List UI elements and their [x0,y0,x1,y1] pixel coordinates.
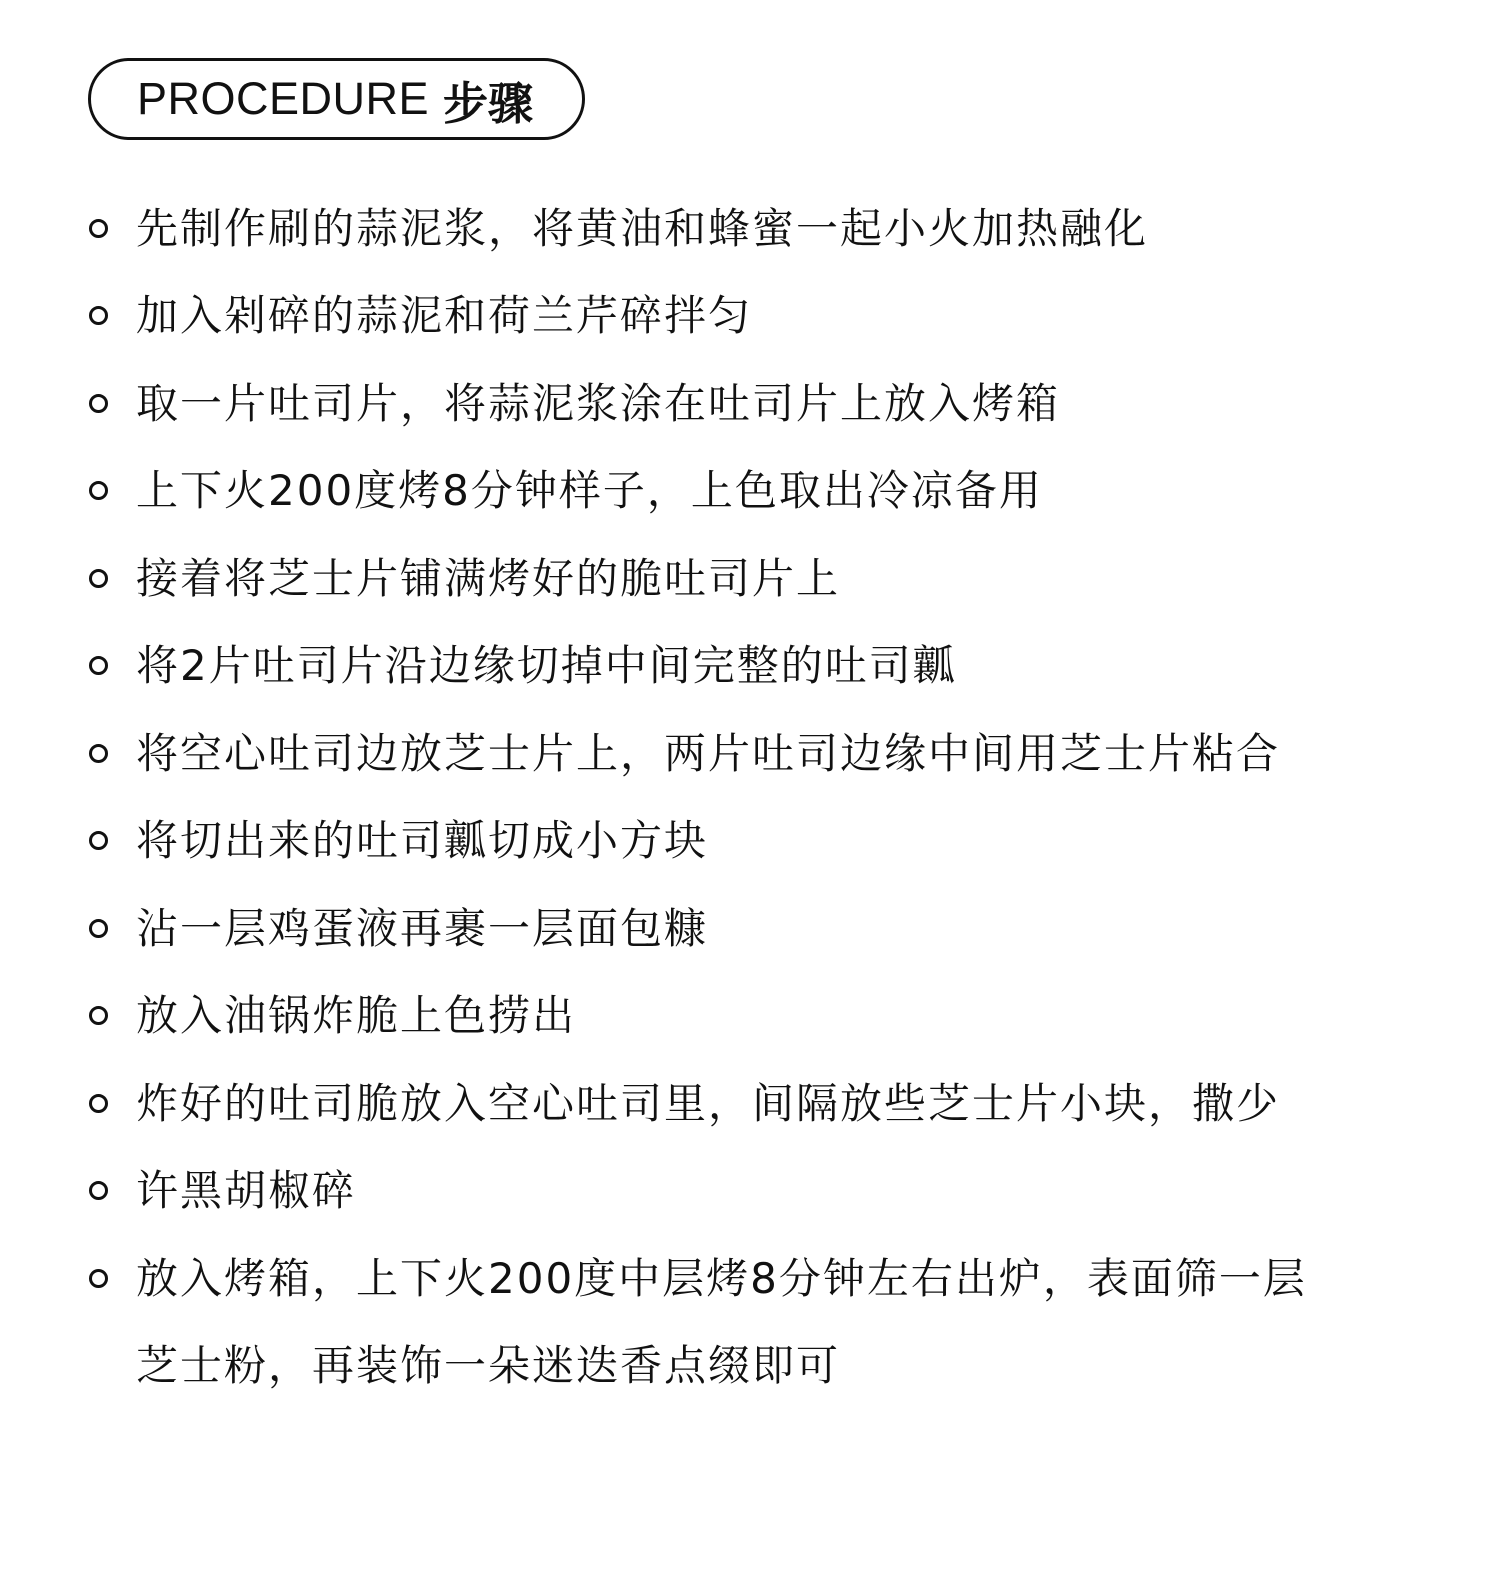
circle-bullet-icon [89,1181,108,1200]
circle-bullet-icon [89,831,108,850]
circle-bullet-icon [89,306,108,325]
circle-bullet-icon [89,569,108,588]
step-text: 上下火200度烤8分钟样子，上色取出冷凉备用 [136,466,1043,516]
step-item [0,360,1500,448]
step-item [0,448,1500,536]
circle-bullet-icon [89,656,108,675]
step-text: 先制作刷的蒜泥浆，将黄油和蜂蜜一起小火加热融化 [136,203,1149,253]
step-text: 放入烤箱，上下火200度中层烤8分钟左右出炉，表面筛一层 [136,1253,1307,1303]
step-item [0,1060,1500,1148]
circle-bullet-icon [89,1269,108,1288]
circle-bullet-icon [89,1094,108,1113]
step-item [0,185,1500,273]
step-item [0,623,1500,711]
step-text: 加入剁碎的蒜泥和荷兰芹碎拌匀 [136,291,753,341]
circle-bullet-icon [89,481,108,500]
circle-bullet-icon [89,394,108,413]
step-item [0,710,1500,798]
step-item-continuation [0,1323,1500,1411]
step-text: 芝士粉，再装饰一朵迷迭香点缀即可 [136,1341,841,1391]
step-item [0,973,1500,1061]
section-header-procedure [88,58,585,140]
step-text: 将切出来的吐司瓤切成小方块 [136,816,709,866]
step-item [0,885,1500,973]
step-text: 将2片吐司片沿边缘切掉中间完整的吐司瓤 [136,641,957,691]
step-text: 取一片吐司片，将蒜泥浆涂在吐司片上放入烤箱 [136,378,1061,428]
header-title-zh: 步骤 [443,76,534,130]
step-text: 接着将芝士片铺满烤好的脆吐司片上 [136,553,841,603]
step-item [0,273,1500,361]
step-text: 将空心吐司边放芝士片上，两片吐司边缘中间用芝士片粘合 [136,728,1281,778]
step-text: 炸好的吐司脆放入空心吐司里，间隔放些芝士片小块，撒少 [136,1078,1281,1128]
step-item [0,798,1500,886]
step-item [0,1235,1500,1323]
step-text: 沾一层鸡蛋液再裹一层面包糠 [136,903,709,953]
procedure-steps-list [0,185,1500,1410]
step-item [0,1148,1500,1236]
header-title-en: PROCEDURE [137,73,430,124]
circle-bullet-icon [89,1006,108,1025]
circle-bullet-icon [89,919,108,938]
step-text: 放入油锅炸脆上色捞出 [136,991,577,1041]
circle-bullet-icon [89,219,108,238]
step-text: 许黑胡椒碎 [136,1166,357,1216]
circle-bullet-icon [89,744,108,763]
step-item [0,535,1500,623]
